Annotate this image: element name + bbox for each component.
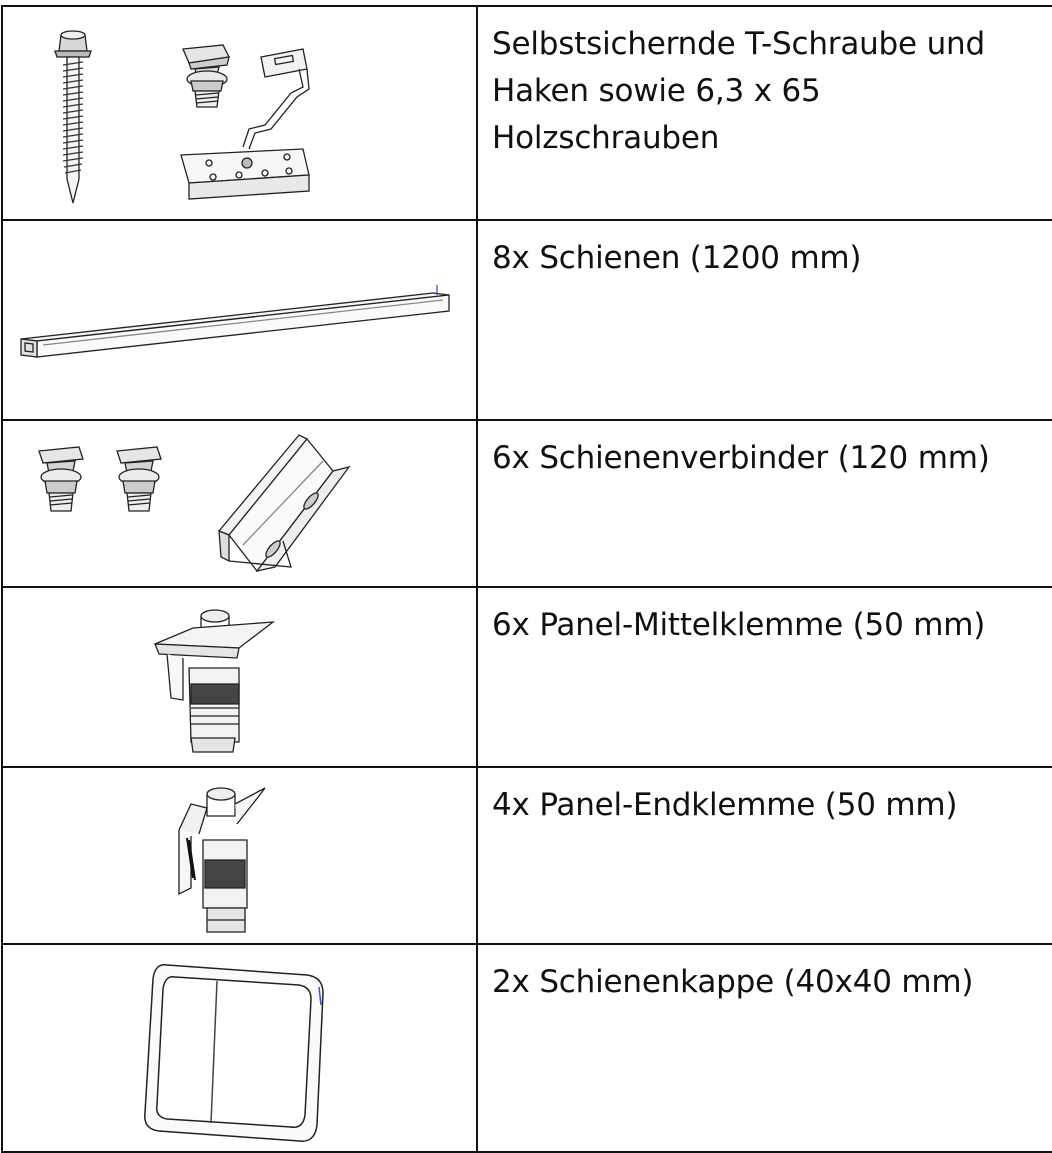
rail-connector-drawing [3, 421, 476, 586]
part-image-cell [2, 944, 477, 1152]
part-description: 4x Panel-Endklemme (50 mm) [492, 787, 958, 823]
rail-connector-icon [219, 435, 349, 571]
parts-table [1, 5, 1052, 1153]
table-row [2, 767, 1052, 944]
part-description-cell [477, 6, 1052, 220]
rail-drawing [3, 221, 476, 419]
part-description-cell [477, 587, 1052, 767]
part-description: 8x Schienen (1200 mm) [492, 240, 862, 276]
part-description-cell [477, 220, 1052, 420]
wood-screw-icon [55, 31, 91, 203]
rail-end-cap-drawing [3, 945, 476, 1151]
part-image-cell [2, 6, 477, 220]
part-description-cell [477, 944, 1052, 1152]
wood-screw-and-roof-hook-drawing [3, 7, 476, 219]
t-bolt-icon [39, 447, 83, 511]
part-description: 6x Schienenverbinder (120 mm) [492, 440, 990, 476]
table-row [2, 220, 1052, 420]
table-row [2, 587, 1052, 767]
part-image-cell [2, 767, 477, 944]
mid-clamp-icon [155, 610, 273, 752]
end-clamp-icon [179, 788, 265, 932]
rail-icon [21, 285, 449, 357]
table-row [2, 6, 1052, 220]
part-description: 6x Panel-Mittelklemme (50 mm) [492, 607, 986, 643]
t-bolt-icon [183, 45, 229, 107]
table-row [2, 944, 1052, 1152]
end-clamp-drawing [3, 768, 476, 943]
part-description-cell [477, 420, 1052, 587]
part-image-cell [2, 220, 477, 420]
mid-clamp-drawing [3, 588, 476, 766]
part-description: Selbstsichernde T-Schraube und Haken sowie 6,3 x 65 Holzschrauben [492, 26, 985, 156]
part-description: 2x Schienenkappe (40x40 mm) [492, 964, 974, 1000]
rail-end-cap-icon [145, 965, 323, 1141]
part-image-cell [2, 420, 477, 587]
part-description-cell [477, 767, 1052, 944]
table-row [2, 420, 1052, 587]
t-bolt-icon [117, 447, 161, 511]
part-image-cell [2, 587, 477, 767]
